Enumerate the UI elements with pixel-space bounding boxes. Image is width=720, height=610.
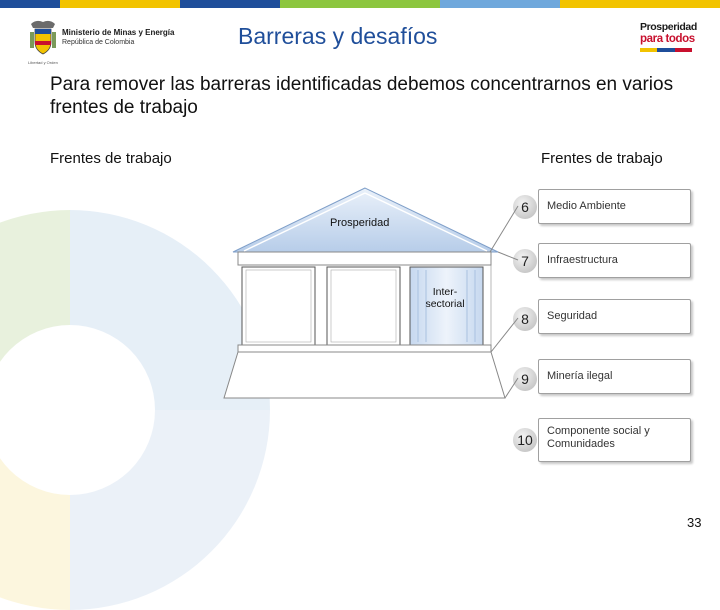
number-badge-7: 7 <box>513 249 537 273</box>
front-label: Componente social y Comunidades <box>547 425 650 450</box>
front-item-10 <box>538 418 691 462</box>
page-number: 33 <box>687 515 702 530</box>
right-section-title: Frentes de trabajo <box>541 150 663 167</box>
ministry-name: Ministerio de Minas y Energía <box>62 28 175 37</box>
roof-label: Prosperidad <box>330 217 390 229</box>
front-label: Seguridad <box>547 310 598 322</box>
front-label: Medio Ambiente <box>547 200 626 212</box>
front-item-6 <box>538 189 691 224</box>
front-item-8 <box>538 299 691 334</box>
roof-beam <box>238 252 491 265</box>
crest-caption: Libertad y Orden <box>28 60 58 65</box>
ministry-country: República de Colombia <box>62 39 135 46</box>
slide-subtitle: Para remover las barreras identificadas debemos concentrarnos en varios frentes de trabajo <box>50 74 674 118</box>
front-label: Minería ilegal <box>547 370 613 382</box>
brand-line2: para todos <box>640 33 695 45</box>
front-item-9 <box>538 359 691 394</box>
slide-title: Barreras y desafíos <box>238 23 438 49</box>
pillar-2 <box>327 267 400 345</box>
base-top <box>238 345 491 352</box>
left-section-title: Frentes de trabajo <box>50 150 172 167</box>
front-item-7 <box>538 243 691 278</box>
number-badge-10: 10 <box>513 428 537 452</box>
pillar-label: Inter- sectorial <box>425 286 465 310</box>
number-badge-6: 6 <box>513 195 537 219</box>
pillar-1 <box>242 267 315 345</box>
brand-line1: Prosperidad <box>640 21 697 33</box>
number-badge-9: 9 <box>513 367 537 391</box>
base <box>224 352 505 398</box>
number-badge-8: 8 <box>513 307 537 331</box>
front-label: Infraestructura <box>547 254 618 266</box>
